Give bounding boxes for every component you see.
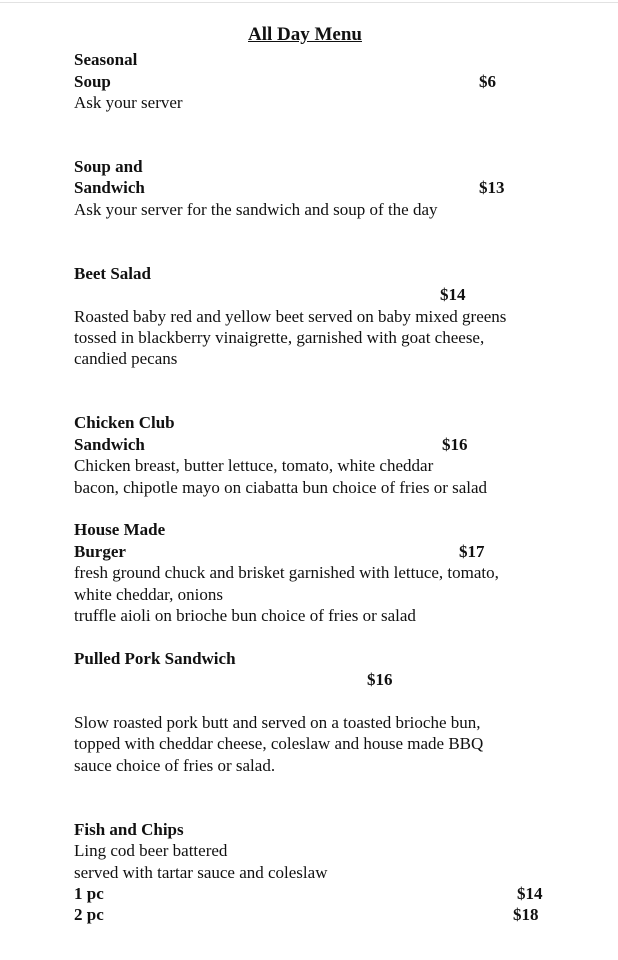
item-price: $16 [442, 435, 468, 454]
item-name-line1: House Made [74, 520, 166, 539]
item-description: candied pecans [74, 349, 178, 368]
item-name-line1: Seasonal [74, 50, 138, 69]
item-price: $6 [479, 72, 496, 91]
item-name-line1: Pulled Pork Sandwich [74, 649, 236, 668]
portion-label: 1 pc [74, 884, 104, 903]
item-description: Ling cod beer battered [74, 841, 228, 860]
item-description: Chicken breast, butter lettuce, tomato, white cheddar [74, 456, 434, 475]
item-name-line2: Sandwich [74, 435, 145, 454]
menu-title: All Day Menu [248, 24, 362, 45]
portion-price: $18 [513, 905, 539, 924]
item-name-line1: Chicken Club [74, 413, 175, 432]
item-description: Roasted baby red and yellow beet served on baby mixed greens [74, 307, 507, 326]
portion-price: $14 [517, 884, 543, 903]
item-price: $13 [479, 178, 505, 197]
item-description: fresh ground chuck and brisket garnished with lettuce, tomato, [74, 563, 499, 582]
item-description: sauce choice of fries or salad. [74, 756, 276, 775]
item-name-line1: Soup and [74, 157, 143, 176]
item-name-line2: Sandwich [74, 178, 145, 197]
item-description: tossed in blackberry vinaigrette, garnished with goat cheese, [74, 328, 485, 347]
item-name-line2: Burger [74, 542, 126, 561]
item-description: Ask your server for the sandwich and soup of the day [74, 200, 438, 219]
item-description: Slow roasted pork butt and served on a toasted brioche bun, [74, 713, 481, 732]
item-description: Ask your server [74, 93, 183, 112]
item-price: $16 [367, 670, 393, 689]
top-divider [0, 2, 618, 3]
item-price: $14 [440, 285, 466, 304]
item-description: topped with cheddar cheese, coleslaw and house made BBQ [74, 734, 484, 753]
item-description: white cheddar, onions [74, 585, 223, 604]
item-description: bacon, chipotle mayo on ciabatta bun choice of fries or salad [74, 478, 488, 497]
item-description: served with tartar sauce and coleslaw [74, 863, 328, 882]
item-price: $17 [459, 542, 485, 561]
item-name-line2: Soup [74, 72, 111, 91]
portion-label: 2 pc [74, 905, 104, 924]
item-name-line1: Fish and Chips [74, 820, 184, 839]
item-description: truffle aioli on brioche bun choice of fries or salad [74, 606, 416, 625]
item-name-line1: Beet Salad [74, 264, 151, 283]
